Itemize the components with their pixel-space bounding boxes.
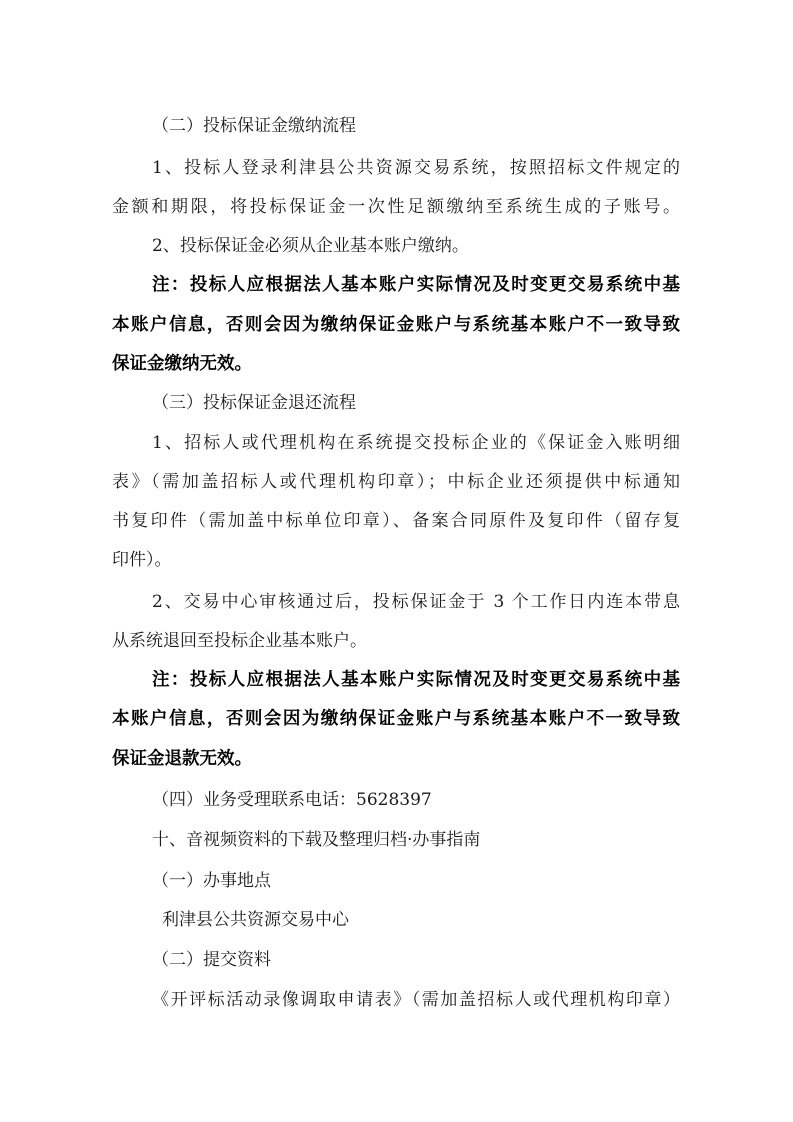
subheading-materials: （二）提交资料 — [152, 950, 271, 970]
materials-line: 《开评标活动录像调取申请表》（需加盖招标人或代理机构印章） — [152, 990, 680, 1010]
note-line: 保证金退款无效。 — [112, 749, 252, 769]
paragraph-line: 从系统退回至投标企业基本账户。 — [112, 631, 367, 651]
paragraph-line: 书复印件（需加盖中标单位印章）、备案合同原件及复印件（留存复 — [112, 511, 680, 531]
paragraph-line: 印件）。 — [112, 550, 172, 570]
subheading-deposit-refund: （三）投标保证金退还流程 — [152, 393, 356, 413]
paragraph-line: 1、招标人或代理机构在系统提交投标企业的《保证金入账明细 — [152, 433, 680, 453]
subheading-location: （一）办事地点 — [152, 871, 271, 891]
paragraph-line: 2、交易中心审核通过后，投标保证金于 3 个工作日内连本带息 — [152, 592, 680, 612]
note-line: 保证金缴纳无效。 — [112, 354, 252, 374]
note-line: 本账户信息，否则会因为缴纳保证金账户与系统基本账户不一致导致 — [112, 315, 680, 335]
note-line: 本账户信息，否则会因为缴纳保证金账户与系统基本账户不一致导致 — [112, 709, 680, 729]
contact-phone: （四）业务受理联系电话：5628397 — [152, 790, 432, 810]
note-line: 注：投标人应根据法人基本账户实际情况及时变更交易系统中基 — [152, 275, 680, 295]
paragraph-line: 2、投标保证金必须从企业基本账户缴纳。 — [152, 236, 469, 256]
paragraph-line: 金额和期限，将投标保证金一次性足额缴纳至系统生成的子账号。 — [112, 197, 680, 217]
paragraph-line: 表》（需加盖招标人或代理机构印章）；中标企业还须提供中标通知 — [112, 472, 680, 492]
section-heading: 十、音视频资料的下载及整理归档·办事指南 — [152, 830, 481, 850]
location-name: 利津县公共资源交易中心 — [162, 910, 349, 930]
subheading-deposit-payment: （二）投标保证金缴纳流程 — [152, 116, 356, 136]
note-line: 注：投标人应根据法人基本账户实际情况及时变更交易系统中基 — [152, 670, 680, 690]
paragraph-line: 1、投标人登录利津县公共资源交易系统，按照招标文件规定的 — [152, 158, 680, 178]
